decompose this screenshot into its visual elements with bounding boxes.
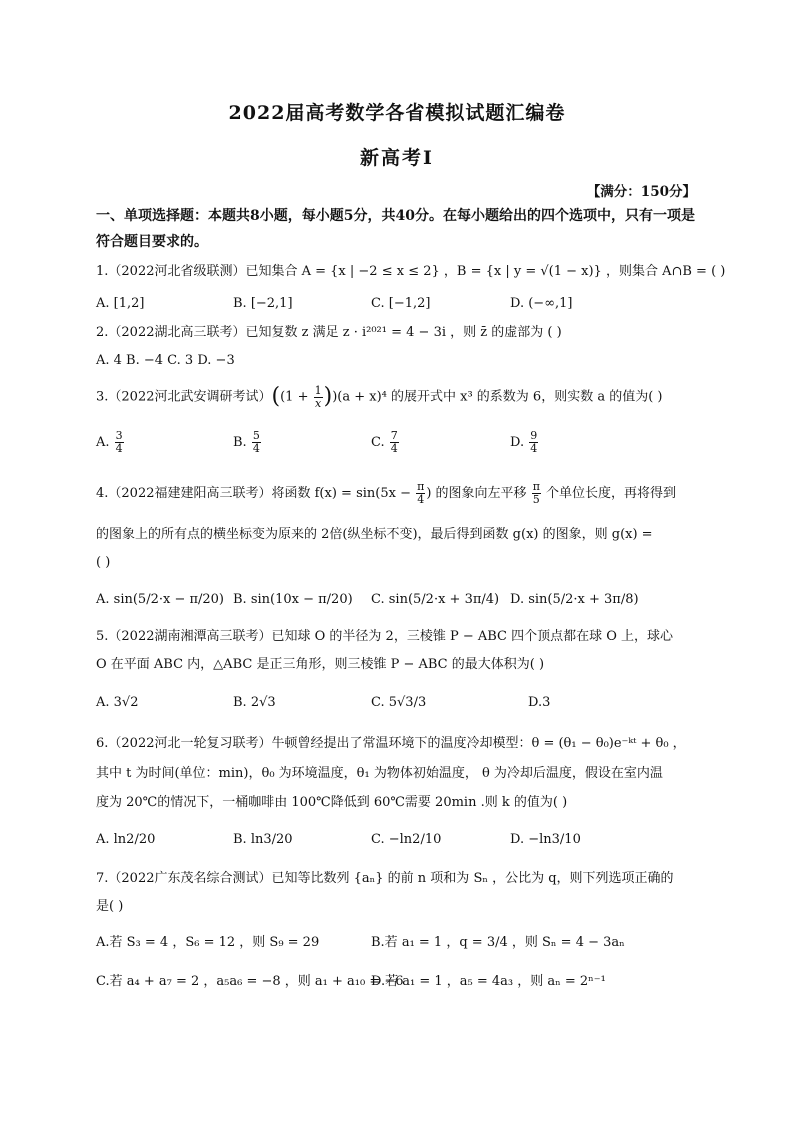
question-4-text-c: 个单位长度，再将得到 <box>541 486 677 501</box>
question-4-stem <box>96 479 676 509</box>
question-1-stem: 1.（2022河北省级联测）已知集合 A = {x | −2 ≤ x ≤ 2} ，B = {x | y = √(1 − x)} ，则集合 A∩B = ( ) <box>96 264 726 279</box>
question-6-option-b: B. ln3/20 <box>233 832 293 847</box>
question-2-options: A. 4 B. −4 C. 3 D. −3 <box>96 353 235 368</box>
page-subtitle: 新高考Ⅰ <box>360 147 434 169</box>
question-7-line-1: 7.（2022广东茂名综合测试）已知等比数列 {aₙ} 的前 n 项和为 Sₙ ，公比为 q，则下列选项正确的 <box>96 871 674 886</box>
question-6-option-a: A. ln2/20 <box>96 832 156 847</box>
question-1-option-c: C. [−1,2] <box>371 296 431 311</box>
question-1-option-d: D. (−∞,1] <box>510 296 573 311</box>
question-3-expr-a: (1 + <box>280 389 313 405</box>
fraction-pi-over-5: $\frac{\pi}{5}$ <box>532 480 540 506</box>
question-4-text-b: ) 的图象向左平移 <box>426 486 531 501</box>
question-3-stem <box>96 382 663 413</box>
fraction-pi-over-4: $\frac{\pi}{4}$ <box>417 480 425 506</box>
question-3-option-b: B. $\frac{5}{4}$ <box>233 429 260 455</box>
question-6-line-3: 度为 20℃的情况下，一桶咖啡由 100℃降低到 60℃需要 20min .则 k 的值为( ) <box>96 795 568 810</box>
question-5-option-c: C. 5√3/3 <box>371 695 427 710</box>
question-7-line-2: 是( ) <box>96 899 124 914</box>
question-6-line-1: 6.（2022河北一轮复习联考）牛顿曾经提出了常温环境下的温度冷却模型：θ = (θ₁ − θ₀)e⁻ᵏᵗ + θ₀ ， <box>96 736 686 751</box>
question-1-option-b: B. [−2,1] <box>233 296 293 311</box>
question-5-line-1: 5.（2022湖南湘潭高三联考）已知球 O 的半径为 2，三棱锥 P − ABC 四个顶点都在球 O 上，球心 <box>96 629 674 644</box>
section-heading: 一、单项选择题：本题共8小题，每小题5分，共40分。在每小题给出的四个选项中，只有一项是符合题目要求的。 <box>96 208 695 250</box>
question-1-option-a: A. [1,2] <box>96 296 145 311</box>
paren-left: ( <box>271 384 281 409</box>
question-5-line-2: O 在平面 ABC 内，△ABC 是正三角形，则三棱锥 P − ABC 的最大体积为( ) <box>96 657 545 672</box>
question-4-option-d: D. sin(5/2·x + 3π/8) <box>510 592 639 607</box>
question-4-line-2: 的图象上的所有点的横坐标变为原来的 2倍(纵坐标不变)，最后得到函数 g(x) 的图象，则 g(x) = <box>96 527 653 542</box>
paren-right: ) <box>323 384 333 409</box>
question-3-option-d: D. $\frac{9}{4}$ <box>510 429 538 455</box>
full-score-label: 【满分：150分】 <box>586 184 696 200</box>
question-4-option-b: B. sin(10x − π/20) <box>233 592 353 607</box>
question-4-option-a: A. sin(5/2·x − π/20) <box>96 592 225 607</box>
question-3-option-c: C. $\frac{7}{4}$ <box>371 429 398 455</box>
question-7-option-a: A.若 S₃ = 4 ，S₆ = 12 ，则 S₉ = 29 <box>96 935 320 950</box>
question-7-option-d: D.若 a₁ = 1 ，a₅ = 4a₃ ，则 aₙ = 2ⁿ⁻¹ <box>371 974 606 989</box>
question-3-option-a: A. $\frac{3}{4}$ <box>96 429 123 455</box>
question-6-option-d: D. −ln3/10 <box>510 832 581 847</box>
question-3-expr-b: )(a + x)⁴ 的展开式中 x³ 的系数为 6，则实数 a 的值为( ) <box>332 389 663 405</box>
question-7-option-c: C.若 a₄ + a₇ = 2 ，a₅a₆ = −8 ，则 a₁ + a₁₀ = −6 <box>96 974 404 989</box>
question-4-option-c: C. sin(5/2·x + 3π/4) <box>371 592 500 607</box>
question-6-option-c: C. −ln2/10 <box>371 832 442 847</box>
question-3-source: 3.（2022河北武安调研考试） <box>96 389 272 405</box>
question-6-line-2: 其中 t 为时间(单位：min)，θ₀ 为环境温度，θ₁ 为物体初始温度， θ 为冷却后温度，假设在室内温 <box>96 766 663 781</box>
question-4-text-a: 4.（2022福建建阳高三联考）将函数 f(x) = sin(5x − <box>96 486 416 501</box>
question-7-option-b: B.若 a₁ = 1 ，q = 3/4 ，则 Sₙ = 4 − 3aₙ <box>371 935 625 950</box>
fraction-1-over-x: $\frac{1}{x}$ <box>314 383 322 410</box>
question-5-option-a: A. 3√2 <box>96 695 139 710</box>
page-title: 2022届高考数学各省模拟试题汇编卷 <box>228 102 566 124</box>
question-2-stem: 2.（2022湖北高三联考）已知复数 z 满足 z · i²⁰²¹ = 4 − 3i ，则 z̄ 的虚部为 ( ) <box>96 325 562 340</box>
question-5-option-d: D.3 <box>528 695 551 710</box>
question-5-option-b: B. 2√3 <box>233 695 276 710</box>
question-4-line-3: ( ) <box>96 555 111 570</box>
